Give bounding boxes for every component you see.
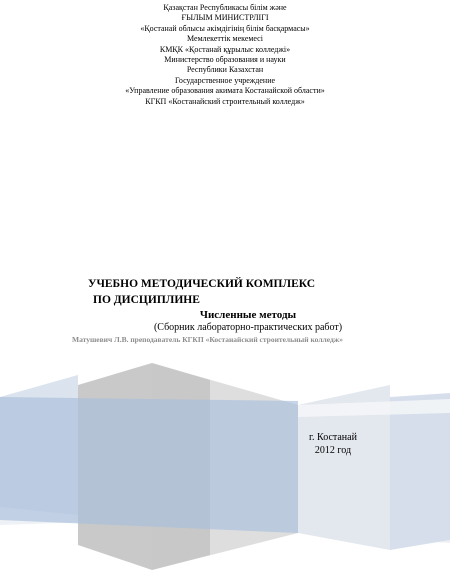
header-line: «Управление образования акимата Костанайской области»: [125, 86, 325, 96]
header-line: Мемлекеттік мекемесі: [187, 34, 263, 44]
deco-band-blue: [0, 397, 298, 533]
document-title-line1: УЧЕБНО МЕТОДИЧЕСКИЙ КОМПЛЕКС: [88, 278, 316, 290]
organization-header: [0, 3, 450, 107]
deco-panel-blue-right: [390, 393, 450, 550]
year: 2012 год: [314, 444, 352, 456]
collection-subtitle: (Сборник лабораторно-практических работ): [153, 322, 343, 333]
header-line: Қазақстан Республикасы білім және: [163, 3, 287, 12]
header-line: Государственное учреждение: [174, 75, 276, 85]
publication-place-year: [288, 432, 378, 457]
header-line: КГКП «Костанайский строительный колледж»: [145, 96, 305, 106]
city: г. Костанай: [309, 432, 357, 443]
subject-title: Численные методы: [199, 309, 297, 321]
document-title-line2: ПО ДИСЦИПЛИНЕ: [93, 294, 200, 306]
header-line: КМҚК «Қостанай құрылыс колледжі»: [159, 44, 291, 54]
header-line: ҒЫЛЫМ МИНИСТРЛІГІ: [181, 13, 269, 23]
decorative-cover-graphic: [0, 355, 450, 572]
header-line: Министерство образования и науки: [164, 55, 286, 65]
header-line: Республики Казахстан: [186, 65, 264, 75]
author-line: Матушевич Л.В. преподаватель КГКП «Костанайский строительный колледж»: [72, 335, 343, 344]
header-line: «Қостанай облысы әкімдігінің білім басқармасы»: [140, 23, 310, 33]
